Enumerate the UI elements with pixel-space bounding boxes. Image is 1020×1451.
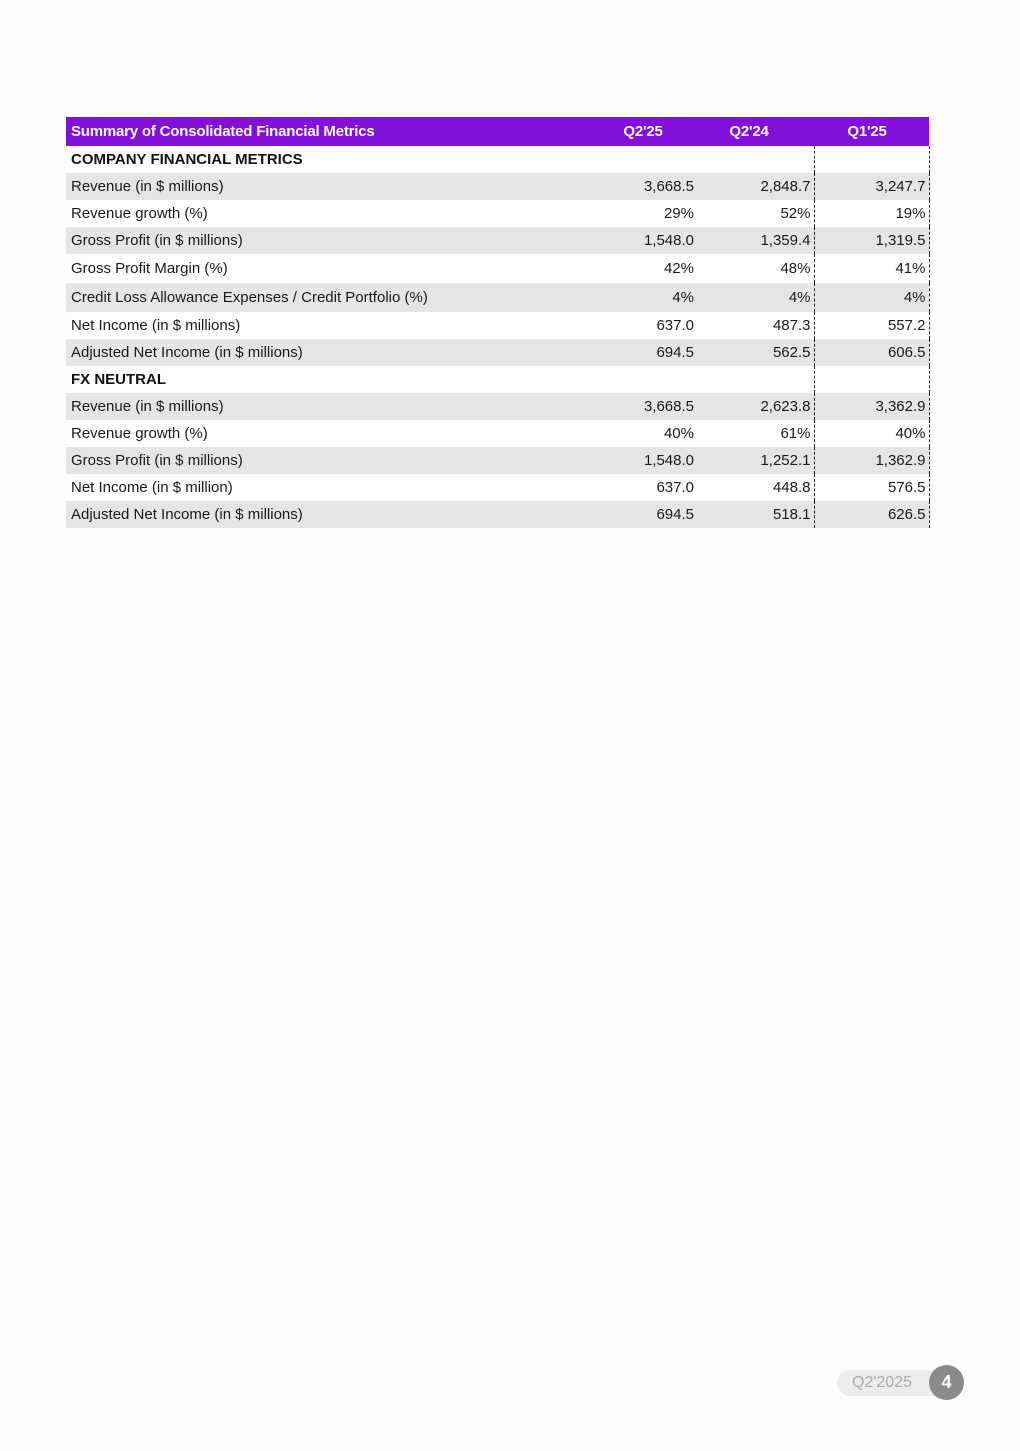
row-label: Revenue (in $ millions) (71, 398, 224, 415)
cell-q2-25: 42% (663, 260, 694, 277)
page-number: 4 (929, 1365, 964, 1400)
table-row (66, 283, 929, 312)
cell-q2-24: 52% (697, 200, 814, 227)
section-label: COMPANY FINANCIAL METRICS (71, 151, 303, 168)
column-header-q1-25: Q1'25 (847, 123, 887, 140)
cell-q1-25: 557.2 (814, 312, 929, 339)
table-row (66, 173, 929, 200)
table-row (66, 474, 929, 501)
table-row (66, 420, 929, 447)
cell-q2-24: 562.5 (697, 339, 814, 366)
cell-q2-25: 694.5 (656, 344, 694, 361)
column-header-q2-24: Q2'24 (729, 123, 769, 140)
cell-q2-24: 518.1 (697, 501, 814, 528)
section-header-fx-neutral (66, 366, 929, 393)
section-header-company-metrics (66, 146, 929, 173)
cell-q2-24: 487.3 (697, 312, 814, 339)
cell-q2-25: 3,668.5 (643, 398, 694, 415)
cell-q2-24: 61% (697, 420, 814, 447)
cell-q2-24: 448.8 (697, 474, 814, 501)
cell-q2-24: 2,623.8 (697, 393, 814, 420)
row-label: Net Income (in $ million) (71, 479, 233, 496)
cell-q1-25: 1,362.9 (814, 447, 929, 474)
cell-q1-25: 576.5 (814, 474, 929, 501)
row-label: Revenue (in $ millions) (71, 178, 224, 195)
cell-q1-25: 3,362.9 (814, 393, 929, 420)
financial-metrics-table (66, 117, 930, 528)
table-row (66, 227, 929, 254)
cell-q2-25: 694.5 (656, 506, 694, 523)
column-header-q2-25: Q2'25 (623, 123, 663, 140)
cell-q2-25: 40% (663, 425, 694, 442)
table-row (66, 200, 929, 227)
cell-q1-25: 626.5 (814, 501, 929, 528)
cell-q1-25: 3,247.7 (814, 173, 929, 200)
cell-q1-25: 40% (814, 420, 929, 447)
row-label: Gross Profit Margin (%) (71, 260, 228, 277)
row-label: Revenue growth (%) (71, 205, 208, 222)
cell-q2-25: 637.0 (656, 479, 694, 496)
table-row (66, 393, 929, 420)
table-row (66, 312, 929, 339)
table-header-row (66, 117, 929, 146)
cell-q2-25: 637.0 (656, 317, 694, 334)
cell-q2-24: 1,359.4 (697, 227, 814, 254)
cell-q1-25: 606.5 (814, 339, 929, 366)
row-label: Net Income (in $ millions) (71, 317, 241, 334)
row-label: Adjusted Net Income (in $ millions) (71, 344, 303, 361)
cell-q2-24: 48% (697, 254, 814, 283)
cell-q1-25: 41% (814, 254, 929, 283)
cell-q2-25: 29% (663, 205, 694, 222)
cell-q2-24: 2,848.7 (697, 173, 814, 200)
cell-q2-24: 4% (697, 283, 814, 312)
table-row (66, 254, 929, 283)
page-number-badge (837, 1365, 964, 1401)
cell-q2-25: 4% (672, 289, 694, 306)
cell-q2-25: 3,668.5 (643, 178, 694, 195)
row-label: Credit Loss Allowance Expenses / Credit Portfolio (%) (71, 289, 428, 306)
report-period: Q2'2025 (852, 1374, 912, 1391)
table-title: Summary of Consolidated Financial Metrics (71, 123, 375, 140)
section-label: FX NEUTRAL (71, 371, 166, 388)
row-label: Adjusted Net Income (in $ millions) (71, 506, 303, 523)
cell-q1-25: 19% (814, 200, 929, 227)
row-label: Gross Profit (in $ millions) (71, 452, 243, 469)
cell-q1-25: 4% (814, 283, 929, 312)
cell-q2-25: 1,548.0 (643, 452, 694, 469)
cell-q2-25: 1,548.0 (643, 232, 694, 249)
table-row (66, 501, 929, 528)
table-row (66, 339, 929, 366)
row-label: Revenue growth (%) (71, 425, 208, 442)
table-row (66, 447, 929, 474)
cell-q1-25: 1,319.5 (814, 227, 929, 254)
row-label: Gross Profit (in $ millions) (71, 232, 243, 249)
cell-q2-24: 1,252.1 (697, 447, 814, 474)
